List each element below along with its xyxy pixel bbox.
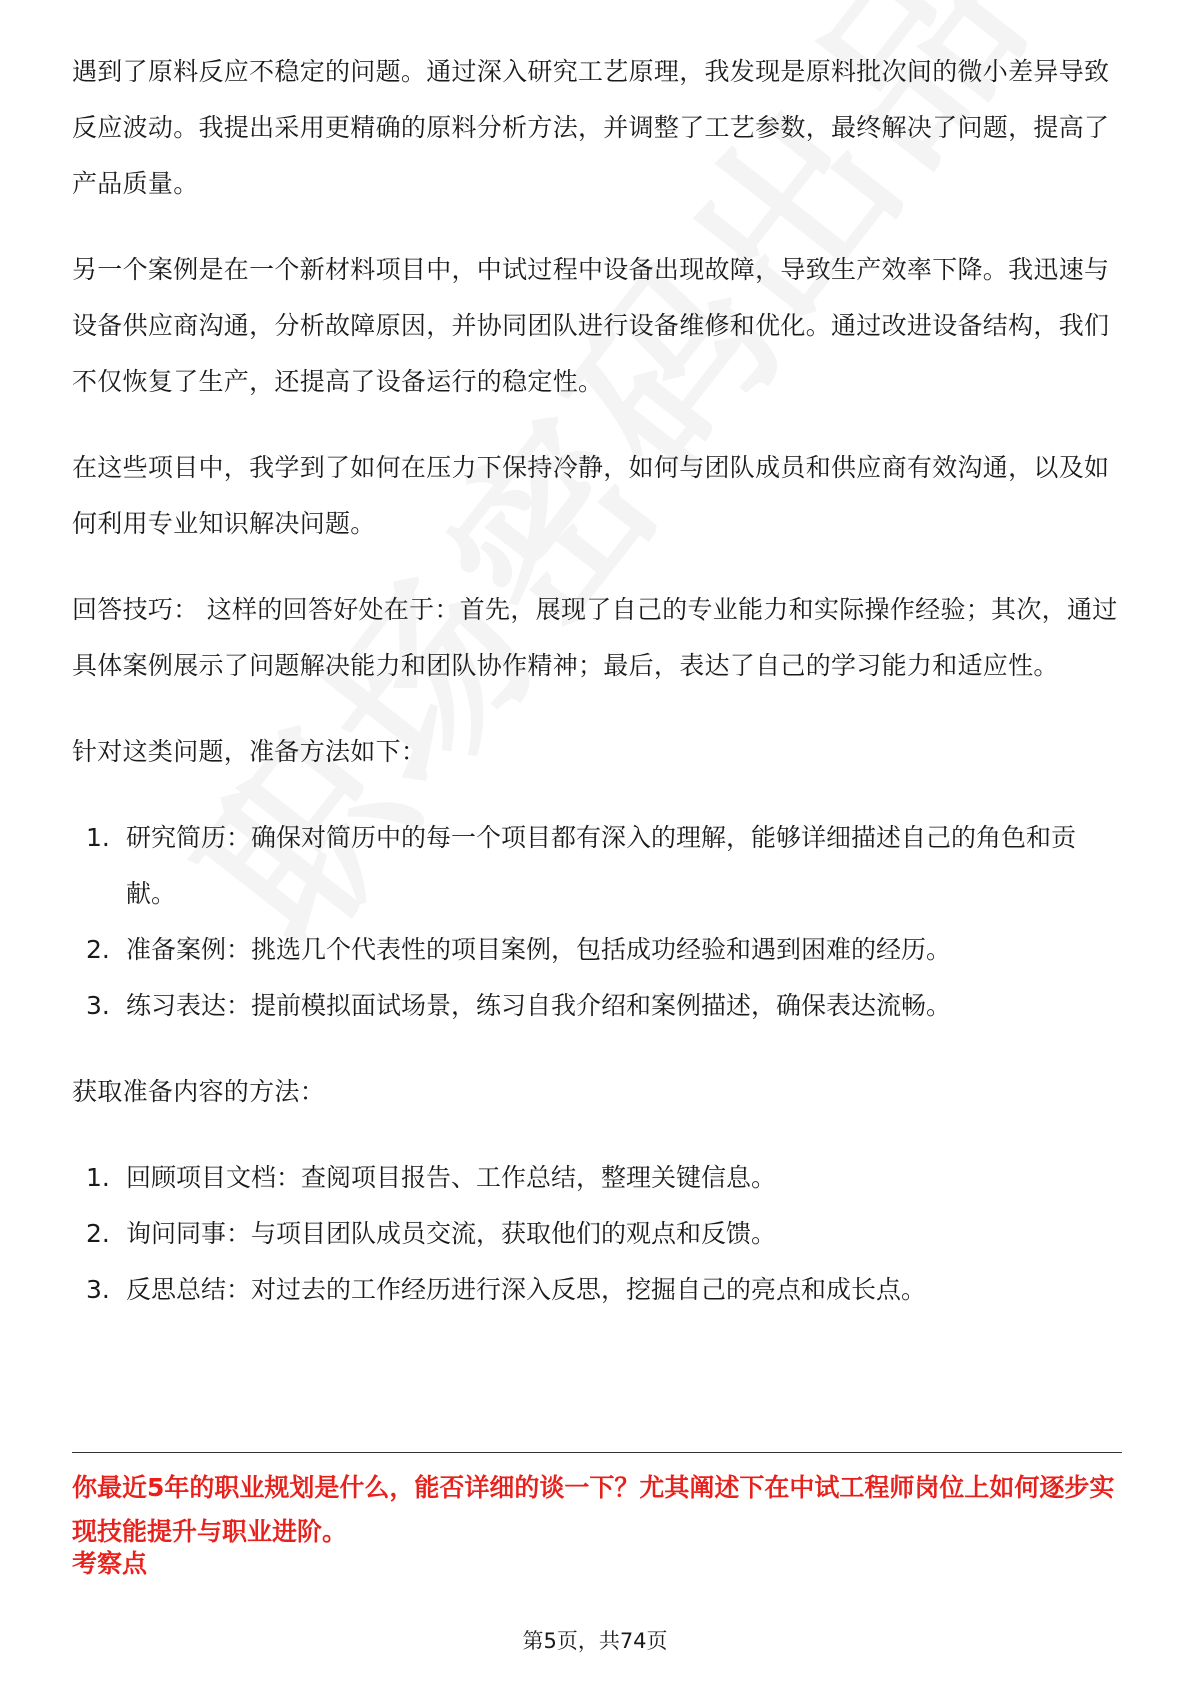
list-item <box>72 810 1122 922</box>
list-item-text: 反思总结：对过去的工作经历进行深入反思，挖掘自己的亮点和成长点。 <box>126 1275 927 1304</box>
list-number: 1. <box>86 1163 110 1192</box>
list-item-text: 准备案例：挑选几个代表性的项目案例，包括成功经验和遇到困难的经历。 <box>126 935 952 964</box>
preparation-intro: 针对这类问题，准备方法如下： <box>72 737 427 766</box>
list-number: 3. <box>86 991 110 1020</box>
methods-intro: 获取准备内容的方法： <box>72 1077 326 1106</box>
paragraph-3: 在这些项目中，我学到了如何在压力下保持冷静，如何与团队成员和供应商有效沟通，以及如何利用专业知识解决问题。 <box>72 453 1110 538</box>
list-number: 2. <box>86 935 110 964</box>
list-item <box>72 1206 1122 1262</box>
list-number: 3. <box>86 1275 110 1304</box>
list-item <box>72 1262 1122 1318</box>
document-body <box>72 44 1122 1348</box>
paragraph-1: 遇到了原料反应不稳定的问题。通过深入研究工艺原理，我发现是原料批次间的微小差异导致反应波动。我提出采用更精确的原料分析方法，并调整了工艺参数，最终解决了问题，提高了产品质量。 <box>72 57 1110 198</box>
list-item <box>72 922 1122 978</box>
interview-question: 你最近5年的职业规划是什么，能否详细的谈一下？尤其阐述下在中试工程师岗位上如何逐步实现技能提升与职业进阶。 <box>72 1473 1115 1546</box>
answer-tips-paragraph: 回答技巧： 这样的回答好处在于：首先，展现了自己的专业能力和实际操作经验；其次，通过具体案例展示了问题解决能力和团队协作精神；最后，表达了自己的学习能力和适应性。 <box>72 595 1118 680</box>
list-number: 1. <box>86 823 110 852</box>
paragraph-2: 另一个案例是在一个新材料项目中，中试过程中设备出现故障，导致生产效率下降。我迅速与设备供应商沟通，分析故障原因，并协同团队进行设备维修和优化。通过改进设备结构，我们不仅恢复了生产，还提高了设备运行的稳定性。 <box>72 255 1110 396</box>
page-number: 第5页，共74页 <box>522 1629 668 1653</box>
section-label: 考察点 <box>72 1549 148 1578</box>
preparation-list <box>72 810 1122 1034</box>
list-item-text: 练习表达：提前模拟面试场景，练习自我介绍和案例描述，确保表达流畅。 <box>126 991 952 1020</box>
list-item <box>72 1150 1122 1206</box>
methods-list <box>72 1150 1122 1318</box>
section-divider <box>72 1452 1122 1453</box>
list-number: 2. <box>86 1219 110 1248</box>
list-item-text: 研究简历：确保对简历中的每一个项目都有深入的理解，能够详细描述自己的角色和贡献。 <box>126 823 1077 908</box>
list-item <box>72 978 1122 1034</box>
list-item-text: 回顾项目文档：查阅项目报告、工作总结，整理关键信息。 <box>126 1163 777 1192</box>
list-item-text: 询问同事：与项目团队成员交流，获取他们的观点和反馈。 <box>126 1219 777 1248</box>
